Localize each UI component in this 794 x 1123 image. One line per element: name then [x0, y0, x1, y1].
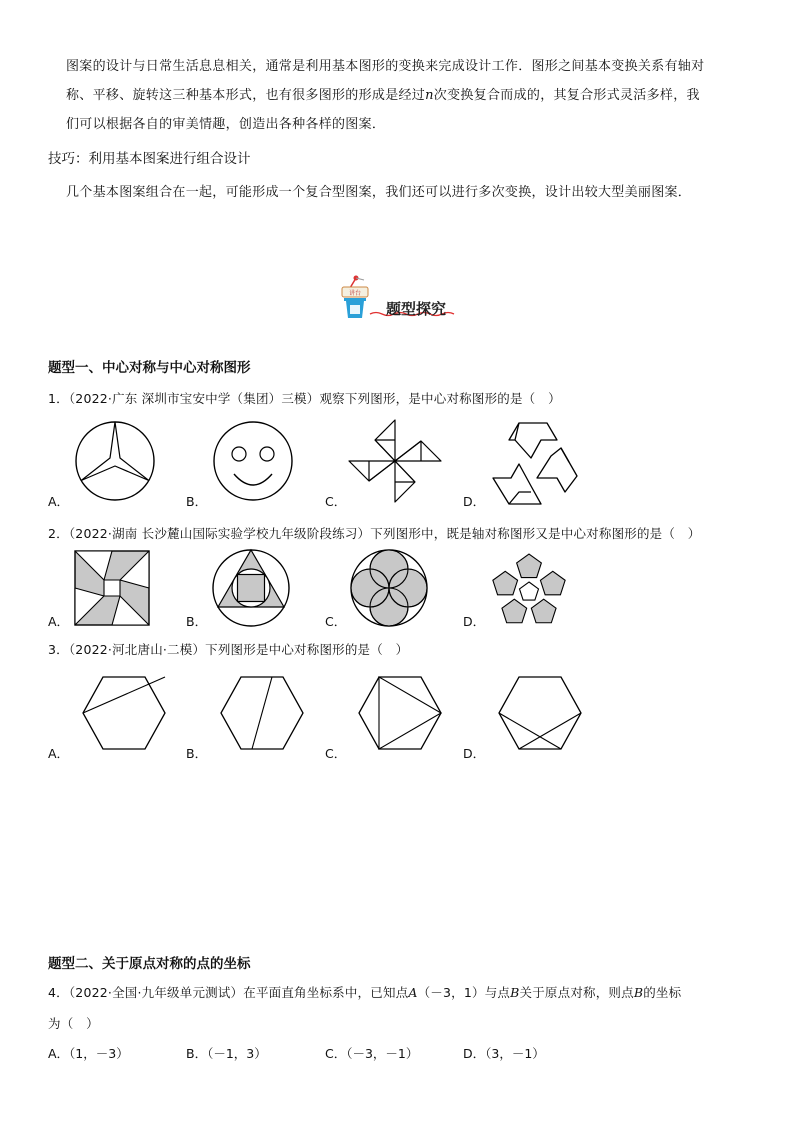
- q1-option-c-label: C．: [325, 494, 347, 509]
- question-4-stem: 4．（2022·全国·九年级单元测试）在平面直角坐标系中，已知点A（－3，1）与点B关于原点对称，则点B的坐标: [48, 985, 682, 1000]
- point-b-label-2: B: [633, 985, 644, 1000]
- q1-figure-d[interactable]: [489, 420, 581, 508]
- q3-figure-a[interactable]: [82, 676, 166, 750]
- outer-pentagon: [493, 571, 518, 595]
- question-4-stem-cont: 为（ ）: [48, 1016, 99, 1031]
- section1-title: 题型一、中心对称与中心对称图形: [48, 360, 251, 376]
- q3-figure-d[interactable]: [498, 676, 582, 750]
- q2-figure-d[interactable]: [489, 552, 569, 628]
- q3-figure-c[interactable]: [358, 676, 442, 750]
- outer-pentagon: [540, 571, 565, 595]
- q1-figure-c[interactable]: [349, 420, 441, 502]
- q4-option-b[interactable]: B．（－1，3）: [186, 1046, 267, 1061]
- q3-option-d-label: D．: [463, 746, 486, 761]
- q1-figure-a[interactable]: [74, 420, 156, 502]
- q3-option-b-label: B．: [186, 746, 208, 761]
- q1-option-b-label: B．: [186, 494, 208, 509]
- q4-option-c[interactable]: C．（－3，－1）: [325, 1046, 419, 1061]
- outer-pentagon: [531, 599, 556, 623]
- question-2-stem: 2．（2022·湖南 长沙麓山国际实验学校九年级阶段练习）下列图形中，既是轴对称图形又是中心对称图形的是（ ）: [48, 526, 701, 541]
- q2-option-b-label: B．: [186, 614, 208, 629]
- q3-option-c-label: C．: [325, 746, 347, 761]
- q2-figure-a[interactable]: [74, 550, 150, 626]
- section-banner: [336, 274, 466, 324]
- q2-option-c-label: C．: [325, 614, 347, 629]
- variable-n: n: [425, 88, 434, 103]
- question-3-stem: 3．（2022·河北唐山·二模）下列图形是中心对称图形的是（ ）: [48, 642, 409, 657]
- q4-option-d[interactable]: D．（3，－1）: [463, 1046, 545, 1061]
- outer-pentagon: [517, 554, 542, 578]
- q2-option-a-label: A．: [48, 614, 70, 629]
- q3-figure-b[interactable]: [220, 676, 304, 750]
- q2-figure-c[interactable]: [349, 548, 429, 628]
- tip-title: 技巧：利用基本图案进行组合设计: [48, 151, 251, 167]
- q3-option-a-label: A．: [48, 746, 70, 761]
- point-a-label: A: [408, 985, 418, 1000]
- intro-line-2: 称、平移、旋转这三种基本形式，也有很多图形的形成是经过n次变换复合而成的，其复合形式灵活多样，我: [66, 88, 700, 103]
- point-b-label: B: [510, 985, 520, 1000]
- section2-title: 题型二、关于原点对称的点的坐标: [48, 956, 251, 972]
- tip-text: 几个基本图案组合在一起，可能形成一个复合型图案，我们还可以进行多次变换，设计出较大型美丽图案．: [66, 185, 692, 200]
- outer-pentagon: [502, 599, 527, 623]
- q1-figure-b[interactable]: [212, 420, 294, 502]
- intro-paragraph: [66, 52, 756, 139]
- q1-option-a-label: A．: [48, 494, 70, 509]
- section-banner-title: 题型探究: [386, 300, 447, 318]
- podium-label: 讲台: [348, 290, 361, 297]
- q2-figure-b[interactable]: [211, 548, 291, 628]
- q1-option-d-label: D．: [463, 494, 486, 509]
- center-pentagon: [519, 582, 538, 600]
- q2-option-d-label: D．: [463, 614, 486, 629]
- intro-line-3: 们可以根据各自的审美情趣，创造出各种各样的图案．: [66, 117, 386, 132]
- q4-option-a[interactable]: A．（1，－3）: [48, 1046, 129, 1061]
- question-1-stem: 1．（2022·广东 深圳市宝安中学（集团）三模）观察下列图形，是中心对称图形的是（ ）: [48, 391, 561, 406]
- intro-line-1: 图案的设计与日常生活息息相关，通常是利用基本图形的变换来完成设计工作．图形之间基本变换关系有轴对: [66, 59, 705, 74]
